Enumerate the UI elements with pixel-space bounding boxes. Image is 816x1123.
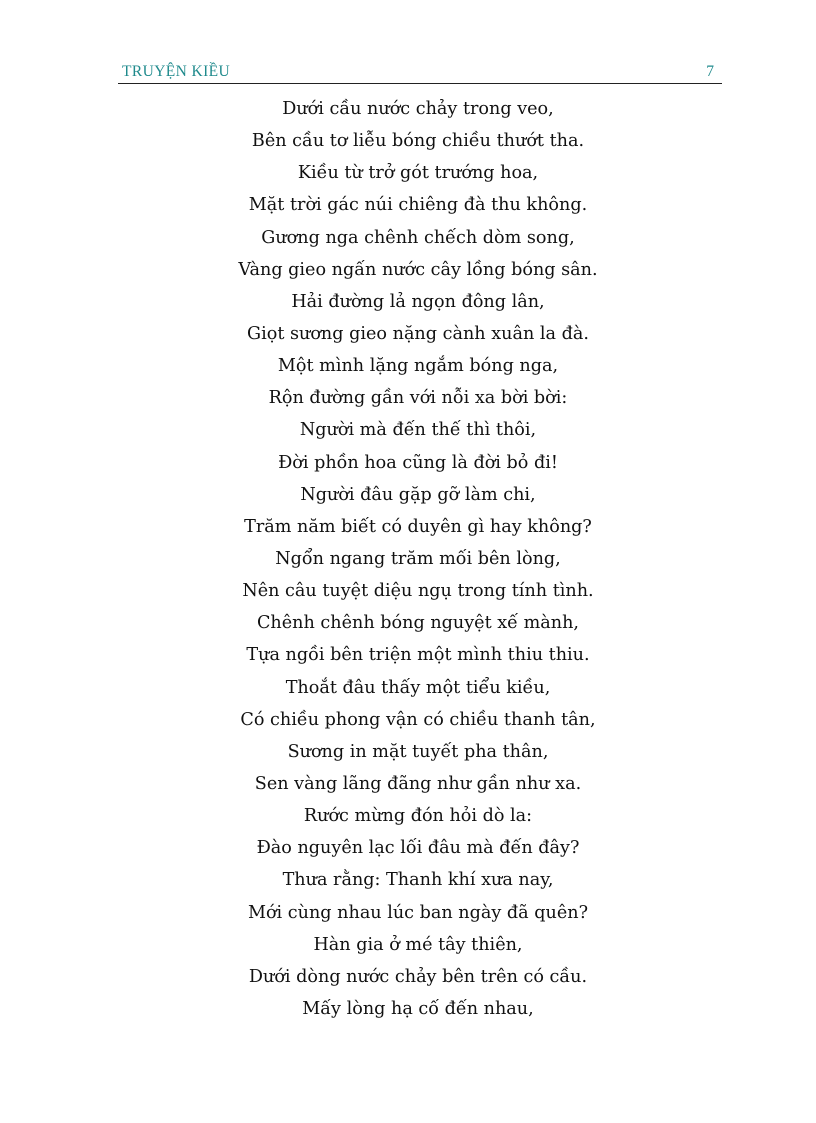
verse-line: Mới cùng nhau lúc ban ngày đã quên?	[247, 902, 589, 923]
verse-line: Đời phồn hoa cũng là đời bỏ đi!	[278, 452, 558, 473]
verse-line: Tựa ngồi bên triện một mình thiu thiu.	[246, 645, 590, 666]
verse-line: Một mình lặng ngắm bóng nga,	[277, 356, 559, 377]
verse-line: Ngổn ngang trăm mối bên lòng,	[275, 548, 561, 569]
verse-line: Vàng gieo ngấn nước cây lồng bóng sân.	[238, 259, 598, 280]
verse-line: Rước mừng đón hỏi dò la:	[303, 806, 533, 827]
verse-line: Gương nga chênh chếch dòm song,	[261, 227, 575, 248]
verse-line: Rộn đường gần với nỗi xa bời bời:	[268, 388, 568, 409]
verse-line: Dưới dòng nước chảy bên trên có cầu.	[248, 966, 588, 987]
verse-line: Mặt trời gác núi chiêng đà thu không.	[248, 195, 588, 216]
verse-line: Sen vàng lãng đãng như gần như xa.	[254, 773, 582, 794]
verse-line: Hải đường lả ngọn đông lân,	[291, 291, 545, 312]
verse-line: Thưa rằng: Thanh khí xưa nay,	[282, 870, 554, 891]
verse-line: Kiều từ trở gót trướng hoa,	[297, 163, 539, 184]
poem-body	[0, 93, 816, 1025]
verse-line: Sương in mặt tuyết pha thân,	[287, 741, 549, 762]
verse-line: Người đâu gặp gỡ làm chi,	[300, 484, 536, 505]
page-header	[118, 62, 722, 84]
verse-line: Bên cầu tơ liễu bóng chiều thướt tha.	[251, 131, 585, 152]
page-number: 7	[706, 63, 714, 80]
verse-line: Dưới cầu nước chảy trong veo,	[282, 99, 554, 119]
verse-line: Hàn gia ở mé tây thiên,	[313, 934, 523, 955]
verse-line: Trăm năm biết có duyên gì hay không?	[244, 516, 592, 537]
verse-line: Chênh chênh bóng nguyệt xế mành,	[256, 613, 580, 634]
verse-line: Giọt sương gieo nặng cành xuân la đà.	[247, 323, 589, 344]
running-title: TRUYỆN KIỀU	[122, 63, 231, 80]
verse-line: Mấy lòng hạ cố đến nhau,	[302, 998, 534, 1019]
verse-line: Có chiều phong vận có chiều thanh tân,	[240, 709, 596, 730]
verse-line: Thoắt đâu thấy một tiểu kiều,	[285, 677, 551, 698]
verse-line: Người mà đến thế thì thôi,	[299, 420, 537, 441]
verse-line: Nên câu tuyệt diệu ngụ trong tính tình.	[242, 581, 594, 602]
header-divider	[118, 83, 722, 84]
verse-line: Đào nguyên lạc lối đâu mà đến đây?	[256, 838, 580, 859]
